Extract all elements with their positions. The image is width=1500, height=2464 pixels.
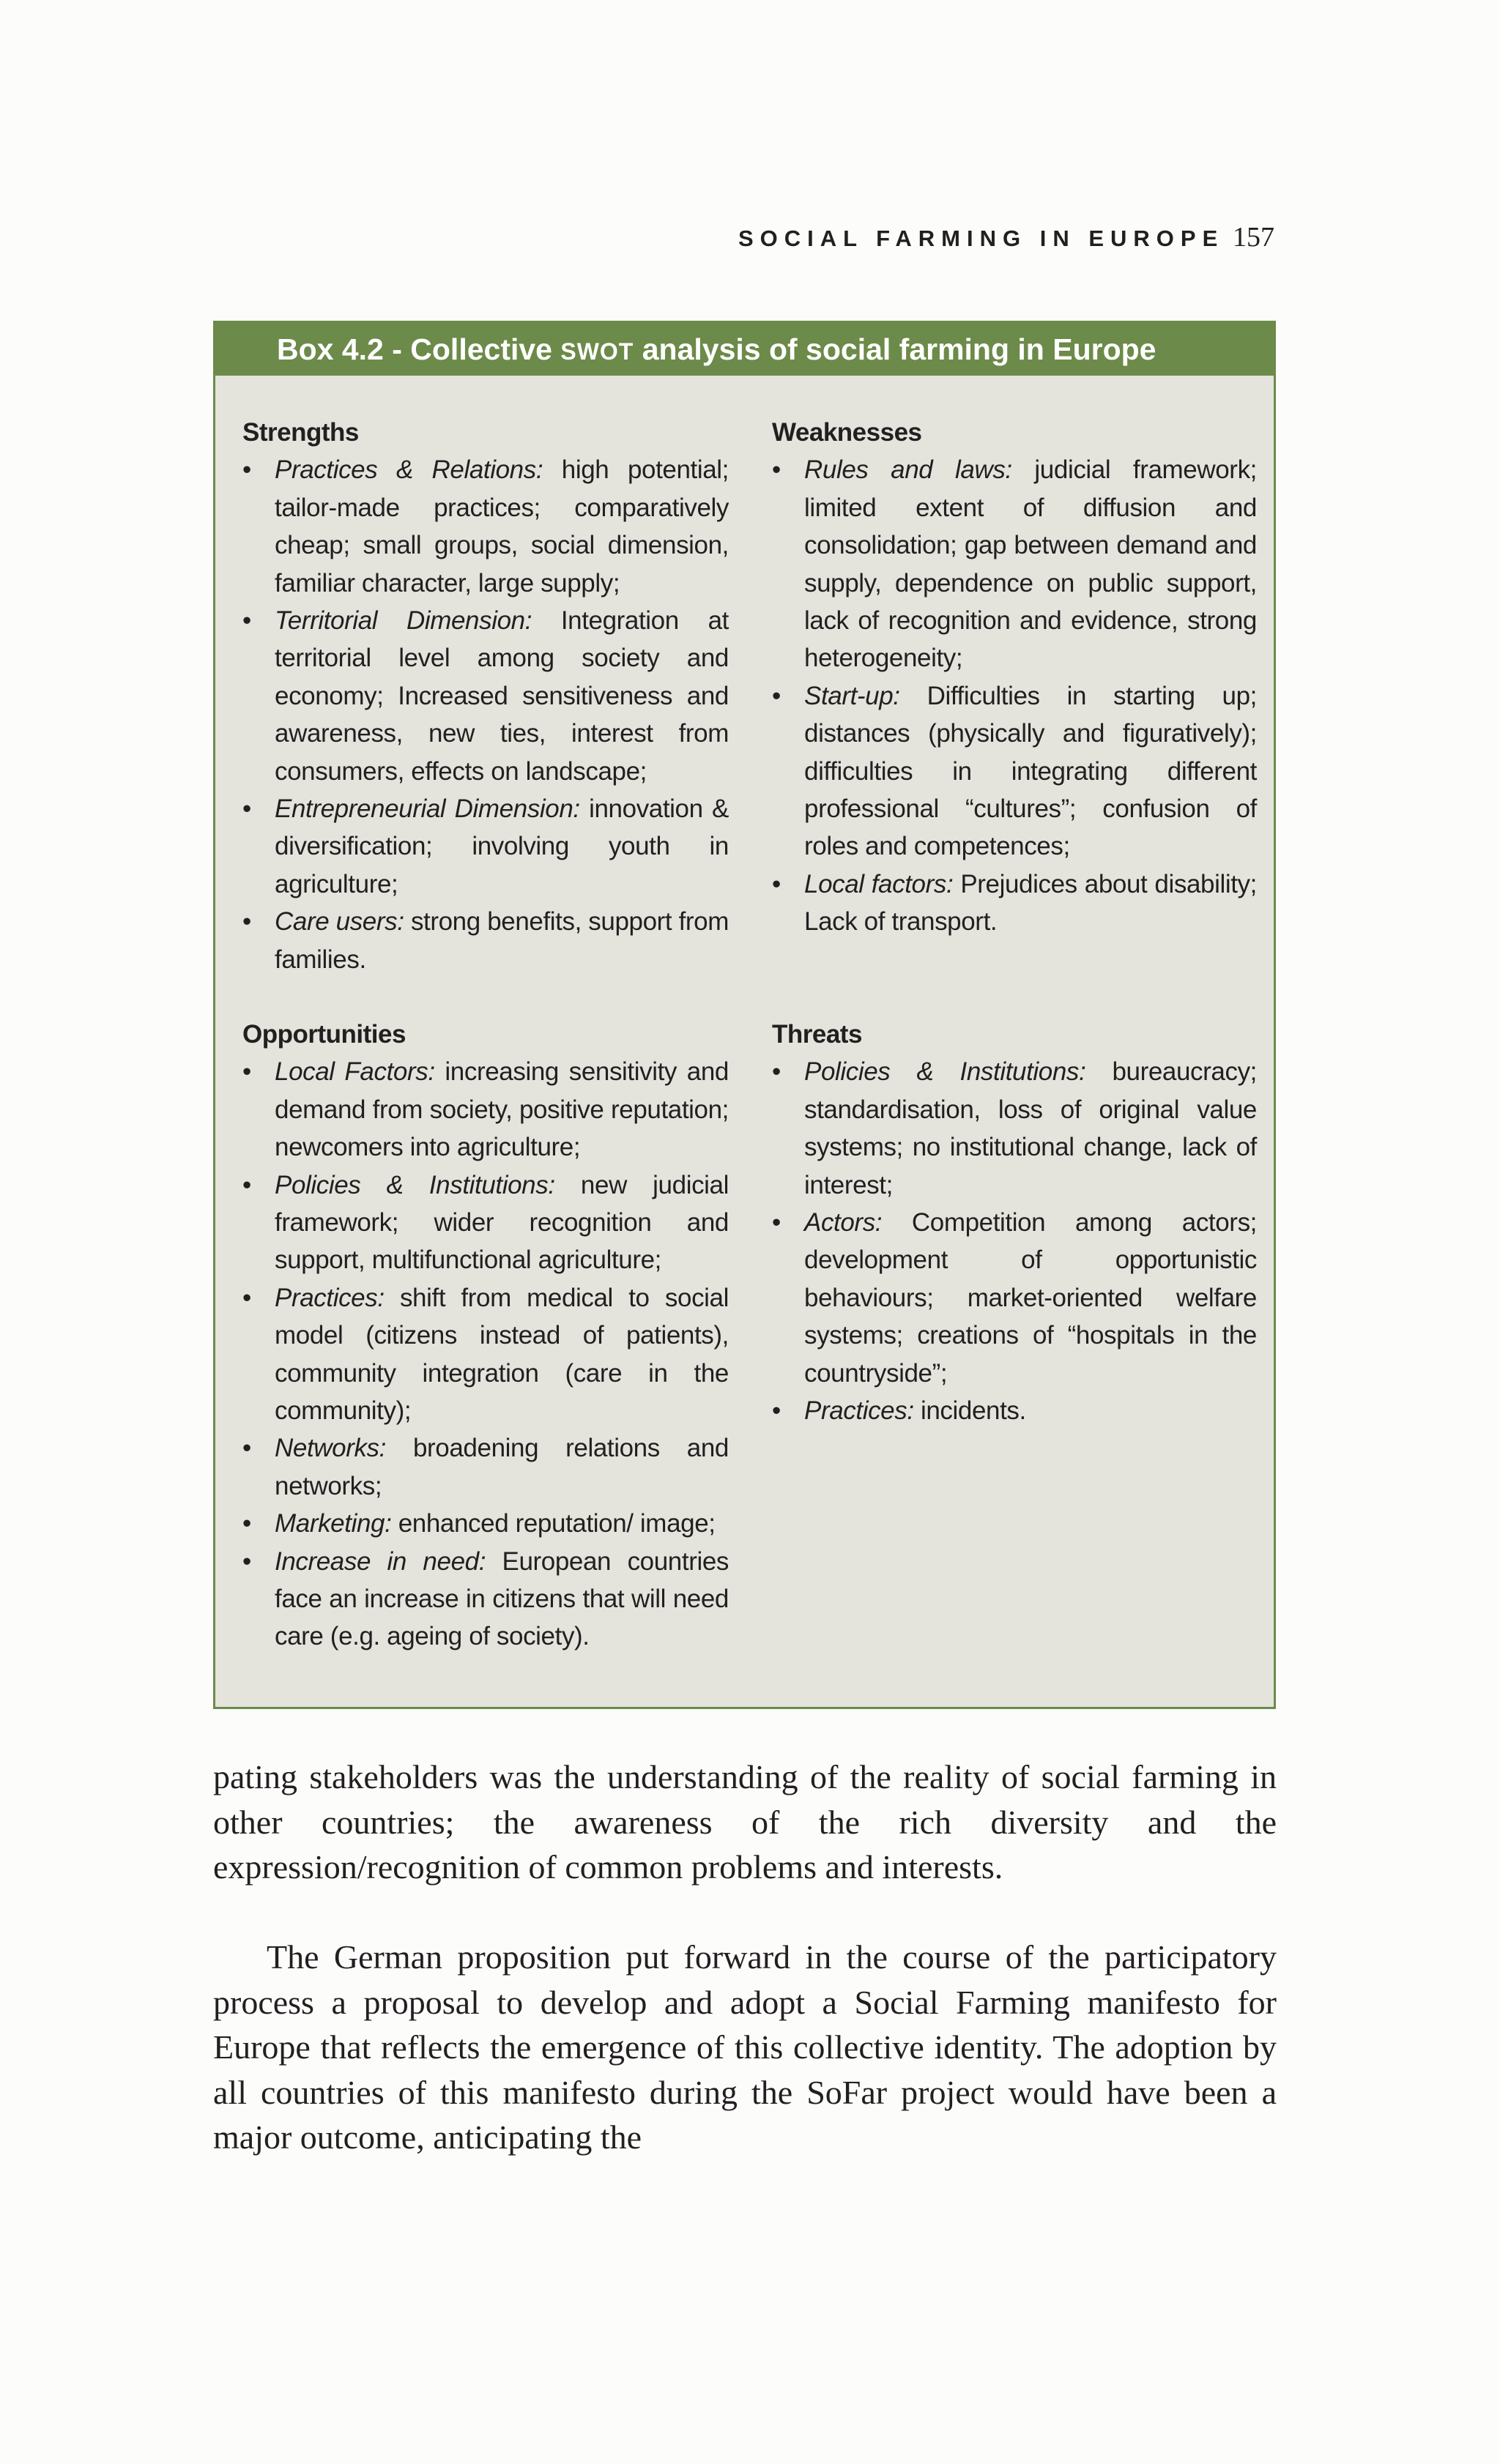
bullet-icon: • [242,1509,251,1538]
bullet-icon: • [772,869,781,898]
bullet-icon: • [772,681,781,710]
swot-box [213,321,1276,1709]
bullet-icon: • [242,1283,251,1312]
opportunities-heading: Opportunities [242,1020,406,1049]
body-paragraph-2: The German proposition put forward in the course of the participatory process a proposal to develop and adopt a Social Farming manifesto for Europe that reflects the emergence of this collective identity. The adoption by all countries of this manifesto during the SoFar project would have been a major outcome, anticipating the [213,1938,1277,2156]
item-label: Entrepreneurial Dimension: [275,794,580,824]
list-item [242,1279,729,1430]
weaknesses-heading: Weaknesses [772,418,922,447]
bullet-icon: • [242,1170,251,1199]
strengths-list [242,451,729,978]
list-item [772,1204,1257,1392]
body-paragraph-1: pating stakeholders was the understanding of the reality of social farming in other countries; the awareness of the rich diversity and the expression/recognition of common problems and interests. [213,1758,1277,1886]
item-text: broadening relations and networks; [275,1434,729,1500]
item-text: shift from medical to social model (citizens instead of patients), community integration (care in the community); [275,1283,729,1426]
bullet-icon: • [772,1396,781,1426]
bullet-icon: • [242,1434,251,1463]
box-title-swot: SWOT [560,338,634,365]
item-text: new judicial framework; wider recognition and support, multifunctional agriculture; [275,1170,729,1275]
bullet-icon: • [242,455,251,485]
list-item [242,903,729,978]
item-text: strong benefits, support from families. [275,907,729,974]
bullet-icon: • [242,907,251,937]
list-item [242,790,729,903]
item-text: incidents. [913,1396,1026,1426]
threats-list [772,1053,1257,1429]
item-label: Rules and laws: [804,455,1012,485]
list-item [772,1053,1257,1204]
page-number: 157 [1233,222,1274,253]
opportunities-list [242,1053,729,1656]
item-text: innovation & diversification; involving youth in agriculture; [275,794,729,898]
item-text: judicial framework; limited extent of diffusion and consolidation; gap between demand and supply, dependence on public support, lack of recognition and evidence, strong heterogeneity; [804,455,1257,673]
weaknesses-list [772,451,1257,940]
list-item [242,1166,729,1279]
item-label: Policies & Institutions: [275,1170,555,1199]
list-item [772,451,1257,677]
item-label: Practices: [275,1283,385,1312]
list-item [242,1429,729,1505]
item-label: Policies & Institutions: [804,1057,1086,1087]
item-text: bureaucracy; standardisation, loss of original value systems; no institutional change, lack of interest; [804,1057,1257,1199]
item-text: enhanced reputation/ image; [391,1509,716,1538]
list-item [242,1543,729,1656]
strengths-heading: Strengths [242,418,359,447]
item-label: Local factors: [804,869,954,898]
bullet-icon: • [772,1208,781,1237]
item-text: Difficulties in starting up; distances (physically and figuratively); difficulties in integrating different professional “cultures”; confusion of roles and competences; [804,681,1257,861]
item-text: Integration at territorial level among society and economy; Increased sensitiveness and awareness, new ties, interest from consumers, effects on landscape; [275,606,729,786]
bullet-icon: • [242,1057,251,1087]
box-title-suffix: analysis of social farming in Europe [634,332,1156,366]
item-label: Networks: [275,1434,386,1463]
bullet-icon: • [242,1546,251,1576]
item-label: Care users: [275,907,404,937]
item-text: Competition among actors; development of opportunistic behaviours; market-oriented welfare systems; creations of “hospitals in the countryside”; [804,1208,1257,1388]
opportunities-section [242,1016,729,1656]
item-label: Territorial Dimension: [275,606,532,636]
item-label: Increase in need: [275,1546,486,1576]
box-title [215,323,1274,376]
weaknesses-section [772,414,1257,941]
running-title: SOCIAL FARMING IN EUROPE [738,226,1225,251]
list-item [772,866,1257,941]
threats-section [772,1016,1257,1429]
threats-heading: Threats [772,1020,862,1049]
item-label: Practices & Relations: [275,455,543,485]
item-label: Marketing: [275,1509,392,1538]
bullet-icon: • [772,455,781,485]
item-label: Start-up: [804,681,900,710]
item-label: Local Factors: [275,1057,435,1087]
list-item [242,1505,729,1542]
item-text: European countries face an increase in citizens that will need care (e.g. ageing of society). [275,1546,729,1651]
list-item [242,451,729,602]
item-text: high potential; tailor-made practices; comparatively cheap; small groups, social dimension, familiar character, large supply; [275,455,729,598]
item-text: increasing sensitivity and demand from society, positive reputation; newcomers into agriculture; [275,1057,729,1162]
bullet-icon: • [242,794,251,824]
list-item [772,677,1257,866]
running-head [0,221,1500,258]
list-item [242,1053,729,1166]
bullet-icon: • [772,1057,781,1087]
bullet-icon: • [242,606,251,636]
list-item [772,1392,1257,1429]
item-label: Practices: [804,1396,914,1426]
strengths-section [242,414,729,978]
item-text: Prejudices about disability; Lack of transport. [804,869,1257,937]
box-title-prefix: Box 4.2 - Collective [277,332,561,366]
list-item [242,602,729,790]
item-label: Actors: [804,1208,883,1237]
